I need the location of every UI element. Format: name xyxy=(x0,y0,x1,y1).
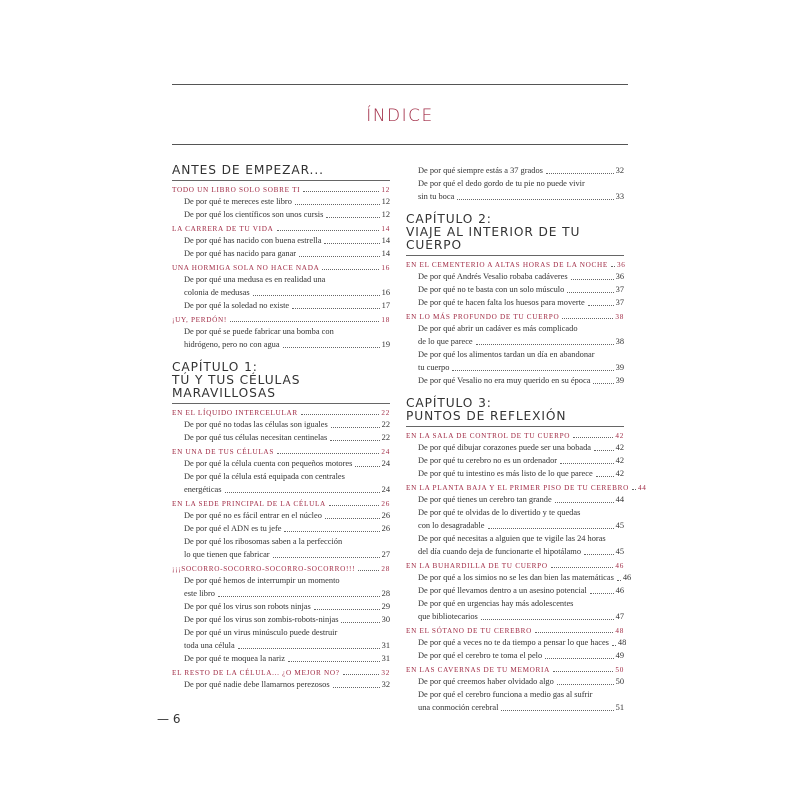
page-ref: 37 xyxy=(615,298,624,307)
toc-entry-text: De por qué nadie debe llamarnos perezosos xyxy=(184,680,330,689)
toc-entry-text: De por qué tu cerebro no es un ordenador xyxy=(418,456,558,465)
toc-entry-text: De por qué llevamos dentro a un asesino potencial xyxy=(418,586,587,595)
page-ref: 12 xyxy=(381,197,390,206)
toc-entry-line xyxy=(406,597,624,610)
page-ref: 18 xyxy=(381,316,390,324)
toc-entry-text: este libro xyxy=(184,589,215,598)
toc-section-title: ¡¡¡SOCORRO-SOCORRO-SOCORRO-SOCORRO!!! xyxy=(172,565,356,573)
toc-entry-text: De por qué Vesalio no era muy querido en su época xyxy=(418,376,591,385)
toc-entry-text: De por qué dibujar corazones puede ser una bobada xyxy=(418,443,592,452)
toc-entry-text: toda una célula xyxy=(184,641,235,650)
toc-entry xyxy=(406,675,624,688)
toc-entry-text: De por qué te hacen falta los huesos para moverte xyxy=(418,298,585,307)
dot-leader xyxy=(555,502,614,503)
toc-section-title: EN LA PLANTA BAJA Y EL PRIMER PISO DE TU CEREBRO xyxy=(406,484,629,492)
page-ref: 22 xyxy=(381,409,390,417)
dot-leader xyxy=(330,440,379,441)
toc-entry-text: colonia de medusas xyxy=(184,288,250,297)
toc-entry xyxy=(172,195,390,208)
page-ref: 46 xyxy=(615,586,624,595)
page-ref: 24 xyxy=(381,448,390,456)
toc-section xyxy=(172,561,390,574)
dot-leader xyxy=(225,492,380,493)
toc-entry-text: De por qué los ribosomas saben a la perfección xyxy=(184,537,343,546)
dot-leader xyxy=(590,593,614,594)
page-ref: 39 xyxy=(615,363,624,372)
dot-leader xyxy=(343,674,380,675)
dot-leader xyxy=(557,684,614,685)
toc-entry xyxy=(406,441,624,454)
toc-column-left xyxy=(172,164,390,691)
top-rule xyxy=(172,84,628,85)
toc-entry xyxy=(172,457,390,470)
toc-entry xyxy=(172,548,390,561)
dot-leader xyxy=(562,318,613,319)
toc-section-title: TODO UN LIBRO SOLO SOBRE TI xyxy=(172,186,301,194)
toc-section xyxy=(172,665,390,678)
toc-entry xyxy=(406,584,624,597)
toc-entry-text: De por qué siempre estás a 37 grados xyxy=(418,166,543,175)
dot-leader xyxy=(617,580,621,581)
page-ref: 50 xyxy=(615,666,624,674)
dot-leader xyxy=(452,370,613,371)
dot-leader xyxy=(333,687,380,688)
dot-leader xyxy=(322,269,379,270)
toc-entry xyxy=(172,234,390,247)
page-ref: 50 xyxy=(615,677,624,686)
page-ref: 19 xyxy=(381,340,390,349)
toc-entry xyxy=(406,374,624,387)
page-ref: 36 xyxy=(615,272,624,281)
toc-section-title: EN UNA DE TUS CÉLULAS xyxy=(172,448,275,456)
page-ref: 26 xyxy=(381,500,390,508)
toc-entry xyxy=(172,587,390,600)
page-ref: 12 xyxy=(381,186,390,194)
toc-entry xyxy=(406,467,624,480)
toc-entry-text: De por qué creemos haber olvidado algo xyxy=(418,677,554,686)
toc-entry-text: De por qué te moquea la nariz xyxy=(184,654,285,663)
dot-leader xyxy=(326,217,379,218)
toc-entry-text: De por qué has nacido para ganar xyxy=(184,249,297,258)
page-ref: 22 xyxy=(381,420,390,429)
toc-entry xyxy=(406,361,624,374)
toc-entry xyxy=(406,493,624,506)
toc-section xyxy=(172,312,390,325)
toc-entry xyxy=(406,519,624,532)
toc-entry-text: De por qué tus células necesitan centinelas xyxy=(184,433,328,442)
toc-entry-text: De por qué un virus minúsculo puede destruir xyxy=(184,628,338,637)
dot-leader xyxy=(584,554,614,555)
toc-entry-text: De por qué una medusa es en realidad una xyxy=(184,275,326,284)
page-ref: 14 xyxy=(381,236,390,245)
toc-entry-line xyxy=(172,574,390,587)
toc-section-title: EN EL SÓTANO DE TU CEREBRO xyxy=(406,627,533,635)
page-ref: 37 xyxy=(615,285,624,294)
toc-section xyxy=(406,480,647,493)
dot-leader xyxy=(596,476,614,477)
toc-entry-text: De por qué no todas las células son iguales xyxy=(184,420,328,429)
page-ref: 48 xyxy=(617,638,627,647)
toc-entry xyxy=(172,299,390,312)
toc-section xyxy=(172,221,390,234)
toc-entry-text: De por qué abrir un cadáver es más complicado xyxy=(418,324,578,333)
page-ref: 38 xyxy=(615,313,624,321)
page-ref: 26 xyxy=(381,511,390,520)
toc-entry xyxy=(406,164,624,177)
toc-entry-text: De por qué el cerebro te toma el pelo xyxy=(418,651,543,660)
page-ref: 17 xyxy=(381,301,390,310)
page-ref: 45 xyxy=(615,547,624,556)
page-ref: 32 xyxy=(381,669,390,677)
page-ref: 36 xyxy=(617,261,626,269)
dot-leader xyxy=(535,632,613,633)
toc-entry-text: De por qué la célula está equipada con centrales xyxy=(184,472,345,481)
toc-entry xyxy=(406,335,624,348)
page-number: — 6 xyxy=(157,712,181,726)
toc-entry-text: De por qué el ADN es tu jefe xyxy=(184,524,282,533)
chapter-heading-subtitle: VIAJE AL INTERIOR DE TU CUERPO xyxy=(406,225,581,252)
toc-section-title: EN LA BUHARDILLA DE TU CUERPO xyxy=(406,562,548,570)
dot-leader xyxy=(230,321,379,322)
toc-entry xyxy=(406,190,624,203)
dot-leader xyxy=(457,199,613,200)
page-ref: 14 xyxy=(381,249,390,258)
toc-entry xyxy=(406,270,624,283)
toc-entry-line xyxy=(406,532,624,545)
toc-entry xyxy=(406,545,624,558)
toc-entry xyxy=(172,338,390,351)
dot-leader xyxy=(303,191,379,192)
page-ref: 46 xyxy=(622,573,632,582)
toc-entry-line xyxy=(406,506,624,519)
toc-entry xyxy=(172,639,390,652)
dot-leader xyxy=(277,453,379,454)
page-ref: 16 xyxy=(381,264,390,272)
dot-leader xyxy=(277,230,380,231)
page-ref: 31 xyxy=(381,641,390,650)
page-ref: 48 xyxy=(615,627,624,635)
page-ref: 29 xyxy=(381,602,390,611)
dot-leader xyxy=(283,347,380,348)
dot-leader xyxy=(253,295,380,296)
dot-leader xyxy=(594,450,614,451)
dot-leader xyxy=(238,648,380,649)
toc-entry xyxy=(406,701,624,714)
toc-entry-text: que bibliotecarios xyxy=(418,612,478,621)
dot-leader xyxy=(314,609,380,610)
toc-section-title: EN LA SALA DE CONTROL DE TU CUERPO xyxy=(406,432,571,440)
toc-section-title: UNA HORMIGA SOLA NO HACE NADA xyxy=(172,264,320,272)
toc-entry xyxy=(172,522,390,535)
toc-entry-line xyxy=(406,322,624,335)
page-ref: 42 xyxy=(615,456,624,465)
toc-entry-text: del día cuando deja de funcionarte el hipotálamo xyxy=(418,547,582,556)
page-ref: 28 xyxy=(381,589,390,598)
dot-leader xyxy=(331,427,380,428)
toc-entry-line xyxy=(172,535,390,548)
page-ref: 22 xyxy=(381,433,390,442)
toc-section-title: EN LA SEDE PRINCIPAL DE LA CÉLULA xyxy=(172,500,326,508)
toc-entry-text: tu cuerpo xyxy=(418,363,450,372)
toc-entry-text: De por qué la célula cuenta con pequeños motores xyxy=(184,459,353,468)
dot-leader xyxy=(546,173,614,174)
chapter-heading xyxy=(406,397,624,427)
dot-leader xyxy=(299,256,380,257)
toc-entry-text: De por qué hemos de interrumpir un momento xyxy=(184,576,340,585)
toc-entry xyxy=(172,483,390,496)
toc-section xyxy=(406,309,624,322)
toc-entry-text: De por qué a veces no te da tiempo a pensar lo que haces xyxy=(418,638,609,647)
toc-section-title: EL RESTO DE LA CÉLULA... ¿O MEJOR NO? xyxy=(172,669,340,677)
toc-entry-text: una conmoción cerebral xyxy=(418,703,499,712)
dot-leader xyxy=(560,463,614,464)
toc-section-title: ¡UY, PERDÓN! xyxy=(172,316,227,324)
toc-section-title: EN EL LÍQUIDO INTERCELULAR xyxy=(172,409,298,417)
dot-leader xyxy=(295,204,380,205)
dot-leader xyxy=(571,279,614,280)
dot-leader xyxy=(301,414,379,415)
toc-section-title: EN LO MÁS PROFUNDO DE TU CUERPO xyxy=(406,313,560,321)
dot-leader xyxy=(501,710,613,711)
toc-entry-text: De por qué tienes un cerebro tan grande xyxy=(418,495,552,504)
toc-entry-text: con lo desagradable xyxy=(418,521,485,530)
page-ref: 14 xyxy=(381,225,390,233)
toc-entry xyxy=(406,636,627,649)
toc-entry-text: De por qué los virus son robots ninjas xyxy=(184,602,311,611)
toc-entry xyxy=(172,286,390,299)
toc-entry-text: De por qué has nacido con buena estrella xyxy=(184,236,322,245)
title-rule xyxy=(172,144,628,145)
page-ref: 31 xyxy=(381,654,390,663)
toc-entry-text: De por qué Andrés Vesalio robaba cadáveres xyxy=(418,272,568,281)
toc-entry-text: De por qué los alimentos tardan un día en abandonar xyxy=(418,350,595,359)
page-ref: 38 xyxy=(615,337,624,346)
page-ref: 32 xyxy=(381,680,390,689)
dot-leader xyxy=(292,308,380,309)
toc-entry-text: De por qué los científicos son unos cursis xyxy=(184,210,324,219)
page-title: ÍNDICE xyxy=(366,106,434,126)
dot-leader xyxy=(218,596,380,597)
toc-section xyxy=(406,623,624,636)
page-ref: 28 xyxy=(381,565,390,573)
dot-leader xyxy=(488,528,614,529)
page-ref: 45 xyxy=(615,521,624,530)
toc-entry-line xyxy=(406,688,624,701)
toc-entry-line xyxy=(172,325,390,338)
dot-leader xyxy=(551,567,614,568)
page-ref: 12 xyxy=(381,210,390,219)
page-ref: 16 xyxy=(381,288,390,297)
dot-leader xyxy=(355,466,379,467)
toc-entry xyxy=(172,613,390,626)
chapter-heading-line: CAPÍTULO 1: xyxy=(172,360,258,374)
toc-entry xyxy=(172,652,390,665)
toc-section xyxy=(406,558,624,571)
page-ref: 51 xyxy=(615,703,624,712)
toc-entry xyxy=(172,678,390,691)
toc-section xyxy=(406,662,624,675)
toc-entry-text: de lo que parece xyxy=(418,337,473,346)
toc-entry-text: De por qué en urgencias hay más adolescentes xyxy=(418,599,574,608)
dot-leader xyxy=(632,489,636,490)
toc-section xyxy=(172,496,390,509)
toc-entry-text: De por qué te olvidas de lo divertido y te quedas xyxy=(418,508,581,517)
page-ref: 30 xyxy=(381,615,390,624)
dot-leader xyxy=(573,437,613,438)
dot-leader xyxy=(341,622,379,623)
dot-leader xyxy=(588,305,614,306)
page-ref: 44 xyxy=(637,484,647,492)
page-ref: 47 xyxy=(615,612,624,621)
toc-entry-text: De por qué el cerebro funciona a medio gas al sufrir xyxy=(418,690,593,699)
toc-section xyxy=(406,257,624,270)
toc-section xyxy=(172,260,390,273)
toc-entry-line xyxy=(406,177,624,190)
toc-section-title: LA CARRERA DE TU VIDA xyxy=(172,225,274,233)
page-ref: 46 xyxy=(615,562,624,570)
page-ref: 24 xyxy=(381,459,390,468)
toc-entry-line xyxy=(172,470,390,483)
page-ref: 33 xyxy=(615,192,624,201)
toc-entry-text: De por qué el dedo gordo de tu pie no puede vivir xyxy=(418,179,585,188)
toc-entry xyxy=(172,509,390,522)
toc-entry-text: hidrógeno, pero no con agua xyxy=(184,340,280,349)
toc-section xyxy=(172,444,390,457)
chapter-heading-subtitle: TÚ Y TUS CÉLULAS MARAVILLOSAS xyxy=(172,373,301,400)
toc-entry xyxy=(172,431,390,444)
dot-leader xyxy=(612,645,616,646)
page-ref: 39 xyxy=(615,376,624,385)
dot-leader xyxy=(545,658,613,659)
dot-leader xyxy=(324,243,379,244)
toc-entry xyxy=(406,283,624,296)
toc-entry-text: De por qué necesitas a alguien que te vigile las 24 horas xyxy=(418,534,606,543)
dot-leader xyxy=(329,505,379,506)
toc-entry xyxy=(406,649,624,662)
dot-leader xyxy=(288,661,380,662)
chapter-heading-line: CAPÍTULO 2: xyxy=(406,212,492,226)
toc-entry xyxy=(406,571,632,584)
dot-leader xyxy=(325,518,380,519)
toc-section xyxy=(172,182,390,195)
dot-leader xyxy=(611,266,615,267)
toc-entry xyxy=(406,296,624,309)
dot-leader xyxy=(284,531,379,532)
toc-entry-text: lo que tienen que fabricar xyxy=(184,550,270,559)
toc-entry xyxy=(406,454,624,467)
toc-section xyxy=(406,428,624,441)
page-ref: 42 xyxy=(615,443,624,452)
toc-entry-line xyxy=(406,348,624,361)
chapter-heading xyxy=(172,361,390,404)
dot-leader xyxy=(481,619,614,620)
toc-section-title: EN EL CEMENTERIO A ALTAS HORAS DE LA NOCHE xyxy=(406,261,608,269)
toc-entry-text: De por qué no es fácil entrar en el núcleo xyxy=(184,511,322,520)
chapter-heading-line: ANTES DE EMPEZAR... xyxy=(172,163,324,177)
dot-leader xyxy=(273,557,380,558)
page-ref: 44 xyxy=(615,495,624,504)
chapter-heading xyxy=(172,164,390,181)
toc-entry-text: De por qué a los simios no se les dan bien las matemáticas xyxy=(418,573,614,582)
page-ref: 26 xyxy=(381,524,390,533)
page-ref: 27 xyxy=(381,550,390,559)
dot-leader xyxy=(476,344,614,345)
toc-section xyxy=(172,405,390,418)
page-ref: 42 xyxy=(615,432,624,440)
chapter-heading-subtitle: PUNTOS DE REFLEXIÓN xyxy=(406,409,567,423)
toc-entry-text: De por qué se puede fabricar una bomba con xyxy=(184,327,334,336)
dot-leader xyxy=(593,383,613,384)
toc-column-right xyxy=(406,164,647,714)
toc-entry-text: De por qué los virus son zombis-robots-ninjas xyxy=(184,615,339,624)
toc-entry-text: De por qué tu intestino es más listo de lo que parece xyxy=(418,469,593,478)
chapter-heading xyxy=(406,213,624,256)
toc-section-title: EN LAS CAVERNAS DE TU MEMORIA xyxy=(406,666,551,674)
page-ref: 32 xyxy=(615,166,624,175)
toc-entry-text: De por qué te mereces este libro xyxy=(184,197,292,206)
toc-entry xyxy=(172,247,390,260)
toc-entry-text: energéticas xyxy=(184,485,222,494)
toc-entry xyxy=(172,600,390,613)
page-ref: 42 xyxy=(615,469,624,478)
toc-entry-text: sin tu boca xyxy=(418,192,455,201)
dot-leader xyxy=(567,292,613,293)
dot-leader xyxy=(553,671,613,672)
page-ref: 24 xyxy=(381,485,390,494)
toc-entry xyxy=(172,208,390,221)
chapter-heading-line: CAPÍTULO 3: xyxy=(406,396,492,410)
toc-entry-text: De por qué no te basta con un solo músculo xyxy=(418,285,565,294)
toc-entry xyxy=(406,610,624,623)
toc-entry xyxy=(172,418,390,431)
toc-entry-text: De por qué la soledad no existe xyxy=(184,301,290,310)
toc-entry-line xyxy=(172,273,390,286)
page-ref: 49 xyxy=(615,651,624,660)
dot-leader xyxy=(358,570,379,571)
toc-entry-line xyxy=(172,626,390,639)
